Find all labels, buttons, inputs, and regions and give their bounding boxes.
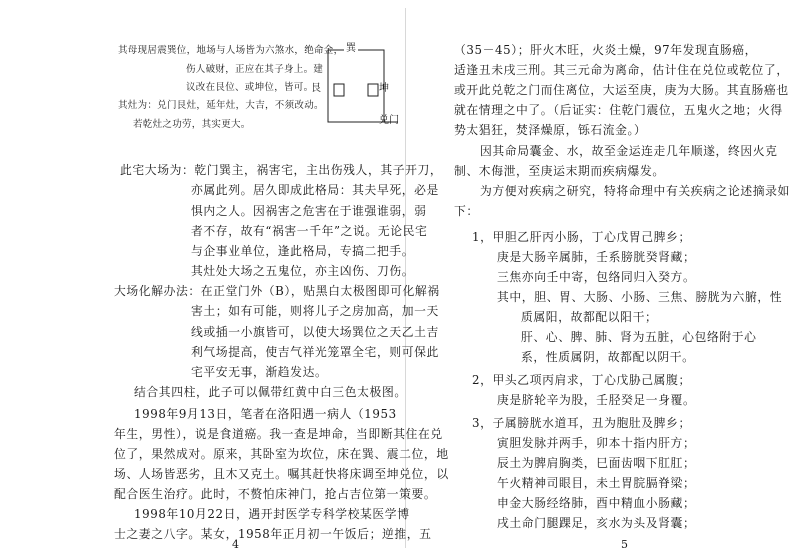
top-line-4: 就在情理之中了。（后证实：住乾门震位，五鬼火之地；火得	[454, 103, 783, 117]
list-line-7: 系，性质属阴，故都配以阴干。	[521, 350, 695, 364]
right-room-box	[368, 84, 378, 96]
body-line-7: 大场化解办法：在正堂门外（B），贴黑白太极图即可化解祸	[114, 284, 440, 298]
body-line-12: 结合其四柱，此子可以佩带红黄中白三色太极图。	[134, 385, 407, 399]
intro-line-1: 其母现居震巽位，地场与人场皆为六煞水，绝命金，	[118, 45, 344, 56]
list-line-4: 其中，胆、胃、大肠、小肠、三焦、膀胱为六腑，性	[497, 290, 783, 304]
top-line-8: 为方便对疾病之研究，特将命理中有关疾病之论述摘录如	[480, 184, 790, 198]
intro-line-2: 伤人破财，正应在其子身上。建	[186, 64, 324, 75]
diagram-label-gate: 兑门	[379, 115, 399, 126]
left-room-box	[334, 84, 344, 96]
intro-line-3: 议改在艮位、或坤位，皆可。	[186, 82, 314, 93]
body-line-18: 1998年10月22日，遇开封医学专科学校某医学博	[134, 507, 410, 521]
body-line-9: 线或插一小旗皆可，以使大场巽位之天乙土吉	[191, 325, 439, 339]
top-line-9: 下：	[454, 204, 479, 218]
body-line-3: 惧内之人。因祸害之危害在于谁强谁弱，弱	[191, 204, 427, 218]
list-line-15: 戌土命门腿踝足，亥水为头及肾囊；	[497, 516, 696, 530]
list-line-6: 肝、心、脾、肺、肾为五脏，心包络附于心	[521, 330, 757, 344]
page-number-right: 5	[621, 538, 628, 551]
diagram-label-left: 艮	[311, 83, 321, 94]
diagram-label-top: 巽	[346, 43, 356, 54]
house-outline	[328, 50, 384, 122]
intro-line-4: 其灶为：兑门艮灶，延年灶，大吉，不须改动。	[118, 100, 324, 111]
right-page	[400, 0, 793, 553]
body-line-5: 与企事业单位，逢此格局，专搞二把手。	[191, 244, 415, 258]
top-line-2: 适逢丑未戌三刑。其三元命为离命，估计住在兑位或乾位了，	[454, 63, 789, 77]
top-line-5: 势太猖狂，焚泽燥原，铄石流金。）	[454, 123, 647, 137]
page-number-left: 4	[232, 538, 239, 551]
body-line-15: 位了，果然成对。原来，其卧室为坎位，床在巽、震二位，地	[114, 447, 449, 461]
house-layout-diagram	[311, 40, 400, 140]
top-line-6: 因其命局囊金、水，故至金运连走几年顺遂，终因火克	[480, 144, 778, 158]
list-line-12: 辰土为脾肩胸类，巳面齿咽下肛肛；	[497, 456, 696, 470]
body-line-4: 者不存，故有“祸害一千年”之说。无论民宅	[191, 224, 428, 238]
body-line-19: 士之妻之八字。某女，1958年正月初一午饭后；逆推，五	[114, 527, 432, 541]
list-line-11: 寅胆发脉并两手，卯本十指内肝方；	[497, 436, 696, 450]
list-line-10: 3，子属膀胱水道耳，丑为胞肚及脾乡；	[472, 416, 691, 430]
body-line-13: 1998年9月13日，笔者在洛阳遇一病人（1953	[134, 407, 397, 421]
body-line-6: 其灶处大场之五鬼位，亦主凶伤、刀伤。	[191, 264, 415, 278]
list-line-9: 庚是脐轮辛为股，壬胫癸足一身覆。	[497, 393, 696, 407]
body-line-16: 场、人场皆恶劣，且木又克土。嘱其赶快将床调至坤兑位，以	[114, 467, 449, 481]
list-line-3: 三焦亦向壬中寄，包络同归入癸方。	[497, 270, 696, 284]
top-line-7: 制、木侮泄，至庚运末期而疾病爆发。	[454, 164, 665, 178]
body-line-17: 配合医生治疗。此时，不赘怕床神门，抢占吉位第一策要。	[114, 487, 437, 501]
body-line-11: 宅平安无事，渐趋发达。	[191, 365, 328, 379]
body-line-8: 害土；如有可能，则将儿子之房加高，加一天	[191, 304, 439, 318]
body-line-14: 年生，男性），说是食道癌。我一查是坤命，当即断其住在兑	[114, 427, 443, 441]
list-line-8: 2，甲头乙项丙肩求，丁心戊胁己属腹；	[472, 373, 691, 387]
top-line-3: 或开此兑乾之门而住离位，大运至庚，庚为大肠。其直肠癌也	[454, 83, 789, 97]
list-line-1: 1，甲胆乙肝丙小肠，丁心戊胃己脾乡；	[472, 230, 691, 244]
body-line-10: 利气场提高，使吉气祥光笼罩全宅，则可保此	[191, 345, 439, 359]
list-line-13: 午火精神司眼目，未土胃脘膈脊梁；	[497, 476, 696, 490]
diagram-label-right: 坤	[379, 83, 389, 94]
list-line-14: 申金大肠经络肺，酉中精血小肠藏；	[497, 496, 696, 510]
list-line-2: 庚是大肠辛属肺，壬系膀胱癸肾藏；	[497, 250, 696, 264]
top-line-1: （35－45）；肝火木旺，火炎土燥，97年发现直肠癌，	[454, 43, 758, 57]
intro-line-5: 若乾灶之功劳，其实更大。	[133, 119, 251, 130]
body-line-1: 此宅大场为：乾门巽主，祸害宅，主出伤残人，其子开刀，	[120, 163, 443, 177]
list-line-5: 质属阳，故都配以阳干；	[521, 310, 658, 324]
body-line-2: 亦属此列。居久即成此格局：其夫早死，必是	[191, 183, 439, 197]
